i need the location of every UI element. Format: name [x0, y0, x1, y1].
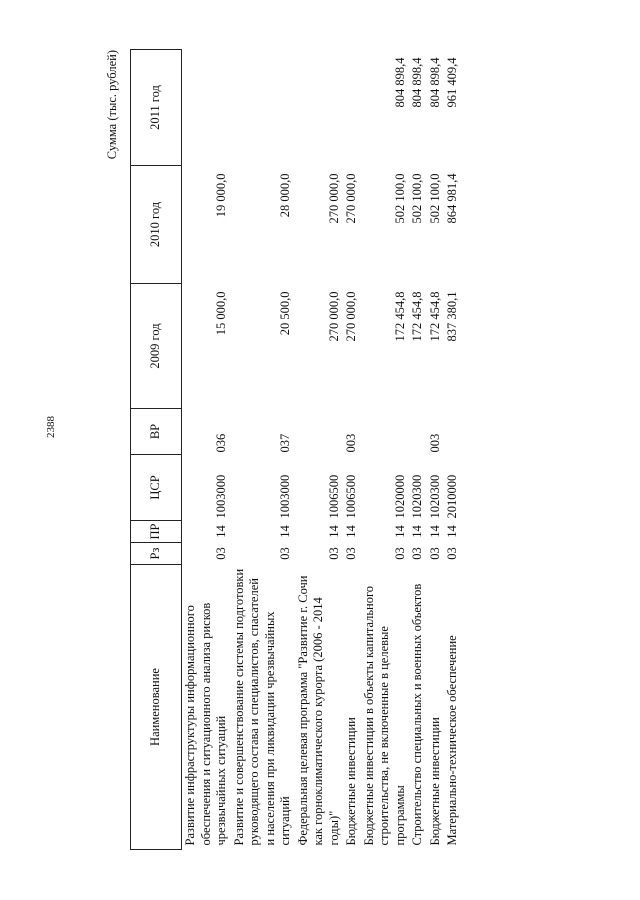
row-2010: 270 000,0: [344, 173, 358, 224]
table-row: [427, 50, 445, 850]
row-2011: 804 898,4: [392, 57, 407, 108]
row-csr: 2010000: [445, 474, 459, 519]
row-2009: 172 454,8: [410, 291, 424, 342]
header-vr: ВР: [131, 409, 182, 455]
row-2010: 19 000,0: [214, 173, 228, 218]
row-2009: 837 380,1: [445, 291, 459, 342]
table-row: [444, 50, 462, 850]
row-2009: 15 000,0: [214, 291, 228, 336]
row-vr: 037: [278, 433, 292, 453]
header-rz: Рз: [131, 543, 182, 565]
table-row: [361, 50, 410, 850]
header-2010: 2010 год: [131, 166, 182, 284]
row-csr: 1020300: [410, 474, 424, 519]
row-2009: 270 000,0: [344, 291, 358, 342]
row-vr: [361, 409, 410, 455]
row-name: Строительство специальных и военных объектов: [410, 583, 424, 846]
row-2010: 502 100,0: [427, 173, 442, 224]
row-pr: 14: [392, 525, 407, 538]
row-csr: 1020000: [392, 474, 407, 519]
table-header-row: [131, 50, 182, 850]
row-pr: 14: [278, 525, 292, 538]
row-name: Бюджетные инвестиции в объекты капитального строительства, не включенные в целевые программы: [361, 585, 407, 846]
row-2011: [295, 50, 344, 166]
row-csr: 1020300: [427, 474, 442, 519]
row-2011: 961 409,4: [445, 57, 459, 108]
row-rz: 03: [392, 547, 407, 560]
row-vr: [295, 409, 344, 455]
row-2009: 20 500,0: [278, 291, 292, 336]
row-rz: 03: [278, 547, 292, 560]
row-vr: 003: [427, 433, 442, 453]
row-vr: [444, 409, 462, 455]
table-row: [343, 50, 361, 850]
row-rz: 03: [410, 547, 424, 560]
row-pr: 14: [326, 525, 341, 538]
table-row: [409, 50, 427, 850]
row-rz: 03: [427, 547, 442, 560]
row-vr: [409, 409, 427, 455]
row-2009: 172 454,8: [392, 291, 407, 342]
row-name: Федеральная целевая программа "Развитие г. Сочи как горноклиматического курорта (2006 - 2014 годы)": [295, 575, 341, 846]
units-label: Сумма (тыс. рублей): [105, 50, 119, 160]
row-2009: 270 000,0: [326, 291, 341, 342]
row-rz: 03: [344, 547, 358, 560]
header-2009: 2009 год: [131, 284, 182, 409]
page-number: 2388: [45, 416, 57, 438]
row-vr: 036: [214, 433, 228, 453]
row-2011: [182, 50, 231, 166]
header-2011: 2011 год: [131, 50, 182, 166]
row-csr: 1006500: [344, 474, 358, 519]
row-csr: 1006500: [326, 474, 341, 519]
header-pr: ПР: [131, 521, 182, 543]
row-name: Бюджетные инвестиции: [344, 717, 358, 846]
row-2009: 172 454,8: [427, 291, 442, 342]
row-2010: 502 100,0: [410, 173, 424, 224]
row-2011: [343, 50, 361, 166]
row-pr: 14: [410, 525, 424, 538]
row-pr: 14: [344, 525, 358, 538]
row-rz: 03: [445, 547, 459, 560]
row-2010: 864 981,4: [445, 173, 459, 224]
row-2011: 804 898,4: [427, 57, 442, 108]
row-pr: 14: [427, 525, 442, 538]
row-2010: 502 100,0: [392, 173, 407, 224]
table-row: [231, 50, 295, 850]
header-csr: ЦСР: [131, 455, 182, 521]
row-name: Развитие и совершенствование системы подготовки руководящего состава и специалистов, спасателей и населения при ликвидации чрезвычайных ситуаций: [231, 568, 292, 846]
row-name: Бюджетные инвестиции: [427, 717, 442, 846]
table-row: [182, 50, 231, 850]
row-name: Развитие инфраструктуры информационного обеспечения и ситуационного анализа рисков чрезвычайных ситуаций: [183, 602, 228, 846]
row-csr: 1003000: [214, 474, 228, 519]
budget-table: [130, 49, 462, 850]
row-2010: 28 000,0: [278, 173, 292, 218]
row-name: Материально-техническое обеспечение: [445, 635, 459, 846]
header-name: Наименование: [131, 565, 182, 850]
row-vr: 003: [344, 433, 358, 453]
row-rz: 03: [326, 547, 341, 560]
row-rz: 03: [214, 547, 228, 560]
row-pr: 14: [445, 525, 459, 538]
row-pr: 14: [214, 525, 228, 538]
row-2011: [231, 50, 295, 166]
row-csr: 1003000: [278, 474, 292, 519]
row-2010: 270 000,0: [326, 173, 341, 224]
table-row: [295, 50, 344, 850]
rotated-content: [95, 50, 565, 850]
row-2011: 804 898,4: [410, 57, 424, 108]
